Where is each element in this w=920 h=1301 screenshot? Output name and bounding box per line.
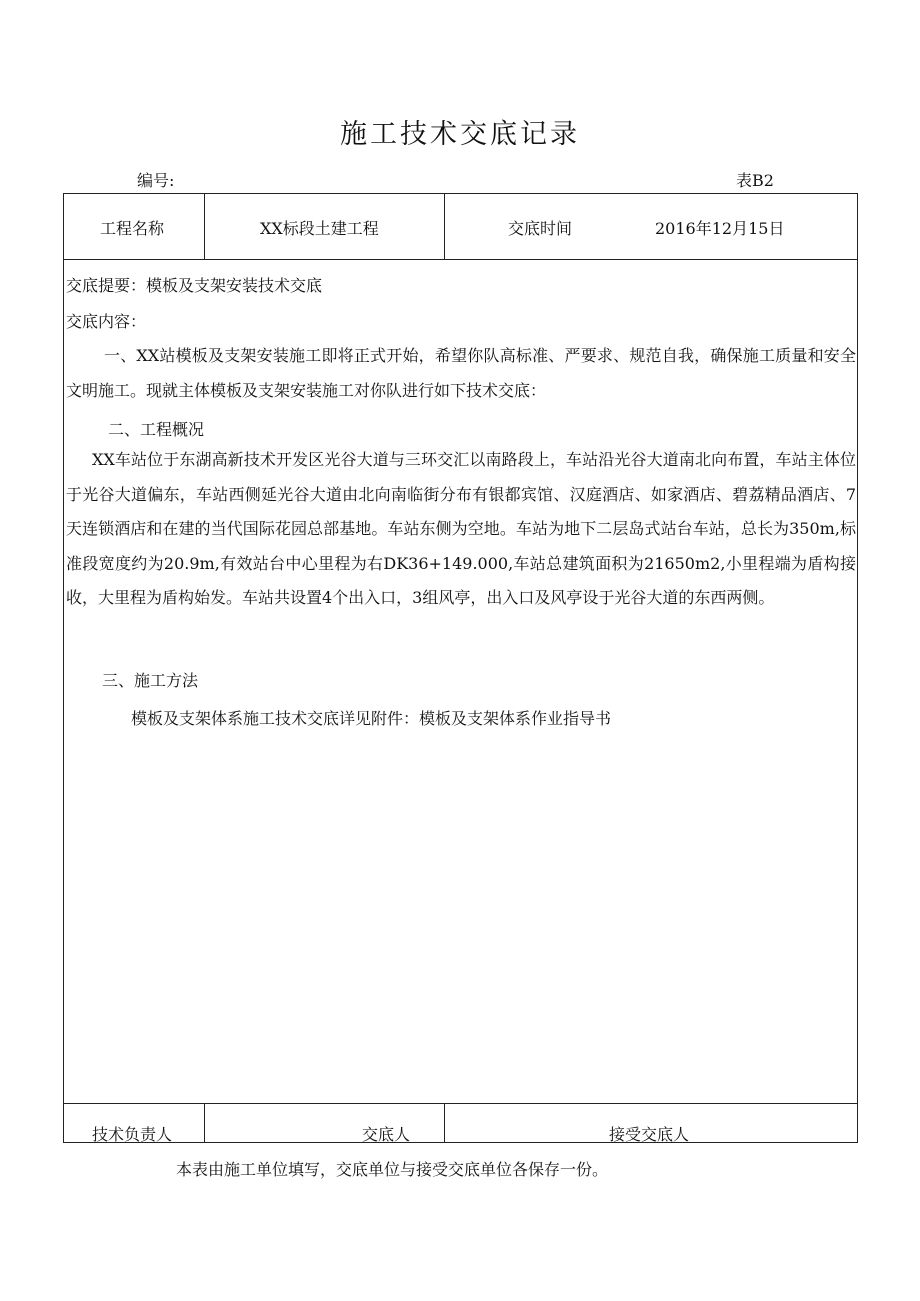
- handover-summary: 交底提要：模板及支架安装技术交底: [66, 276, 323, 295]
- form-number-label: 编号:: [137, 171, 175, 190]
- header-col-divider-1: [204, 193, 205, 259]
- receiver-label: 接受交底人: [609, 1125, 690, 1144]
- signature-row-divider: [63, 1103, 858, 1104]
- section-1-content: 一、XX站模板及支架安装施工即将正式开始，希望你队高标准、严要求、规范自我，确保施工质量和安全文明施工。现就主体模板及支架安装施工对你队进行如下技术交底：: [66, 346, 856, 400]
- project-name-value: XX标段土建工程: [260, 219, 379, 238]
- presenter-label: 交底人: [362, 1125, 411, 1144]
- signature-col-divider-1: [204, 1103, 205, 1143]
- handover-time-label: 交底时间: [508, 219, 573, 238]
- section-3-heading: 三、施工方法: [102, 671, 199, 690]
- table-code: 表B2: [736, 171, 774, 190]
- header-row-divider: [63, 259, 858, 260]
- page-title: 施工技术交底记录: [340, 119, 580, 150]
- project-name-label: 工程名称: [100, 219, 165, 238]
- handover-time-value: 2016年12月15日: [655, 219, 785, 238]
- section-3-text: 模板及支架体系施工技术交底详见附件：模板及支架体系作业指导书: [131, 709, 612, 728]
- tech-lead-label: 技术负责人: [92, 1125, 173, 1144]
- section-1-text: [66, 339, 856, 408]
- section-2-heading: 二、工程概况: [108, 420, 205, 439]
- section-2-text: [66, 443, 856, 616]
- header-col-divider-2: [444, 193, 445, 259]
- section-2-content: XX车站位于东湖高新技术开发区光谷大道与三环交汇以南路段上，车站沿光谷大道南北向布置，车站主体位于光谷大道偏东，车站西侧延光谷大道由北向南临街分布有银都宾馆、汉庭酒店、如家酒店、碧荔精品酒店、7天连锁酒店和在建的当代国际花园总部基地。车站东侧为空地。车站为地下二层岛式站台车站，总长为350m,标准段宽度约为20.9m,有效站台中心里程为右DK36+149.000,车站总建筑面积为21650m2,小里程端为盾构接收，大里程为盾构始发。车站共设置4个出入口，3组风亭，出入口及风亭设于光谷大道的东西两侧。: [66, 450, 856, 608]
- signature-col-divider-2: [444, 1103, 445, 1143]
- footnote: 本表由施工单位填写，交底单位与接受交底单位各保存一份。: [176, 1160, 609, 1179]
- handover-content-label: 交底内容：: [66, 312, 147, 331]
